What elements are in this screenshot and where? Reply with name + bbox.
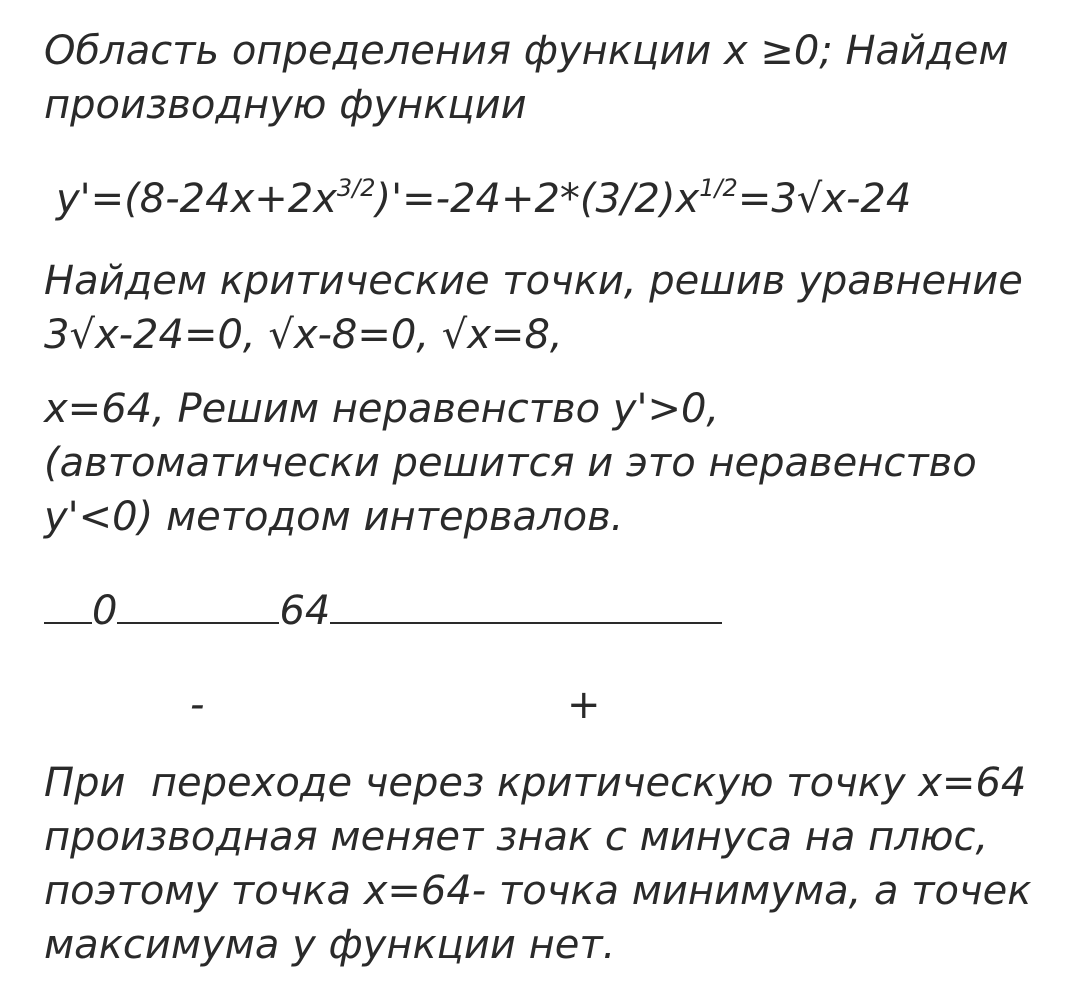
- interval-number-line: [44, 584, 744, 638]
- conclusion-line-4: максимума у функции нет.: [44, 922, 616, 968]
- number-line-point-zero: 0: [92, 588, 118, 634]
- inequality-text-line-3: y'<0) методом интервалов.: [44, 494, 624, 540]
- conclusion-line-1: При переходе через критическую точку x=64: [44, 760, 1027, 806]
- conclusion-line-3: поэтому точка x=64- точка минимума, а точек: [44, 868, 1032, 914]
- derivative-formula-part-1: y'=(8-24x+2x: [56, 176, 337, 222]
- inequality-text-line-2: (автоматически решится и это неравенство: [44, 440, 977, 486]
- domain-text-line-2: производную функции: [44, 82, 527, 128]
- number-line-segment-right: [330, 584, 722, 624]
- number-line-point-64: 64: [279, 588, 331, 634]
- conclusion-line-2: производная меняет знак с минуса на плюс,: [44, 814, 989, 860]
- derivative-formula-part-3: =3√x-24: [737, 176, 912, 222]
- exponent-one-half: 1/2: [699, 173, 738, 202]
- derivative-formula: [56, 172, 911, 226]
- number-line-segment-left: [44, 584, 92, 624]
- derivative-formula-part-2: )'=-24+2*(3/2)x: [375, 176, 700, 222]
- sign-minus: -: [190, 682, 205, 728]
- domain-text-line-1: Область определения функции x ≥0; Найдем: [44, 28, 1009, 74]
- critical-equation-line: 3√x-24=0, √x-8=0, √x=8,: [44, 312, 563, 358]
- number-line-segment-middle: [117, 584, 279, 624]
- sign-plus: +: [567, 682, 601, 728]
- inequality-text-line-1: x=64, Решим неравенство y'>0,: [44, 386, 720, 432]
- critical-text-line-1: Найдем критические точки, решив уравнение: [44, 258, 1023, 304]
- exponent-three-halves: 3/2: [336, 173, 376, 202]
